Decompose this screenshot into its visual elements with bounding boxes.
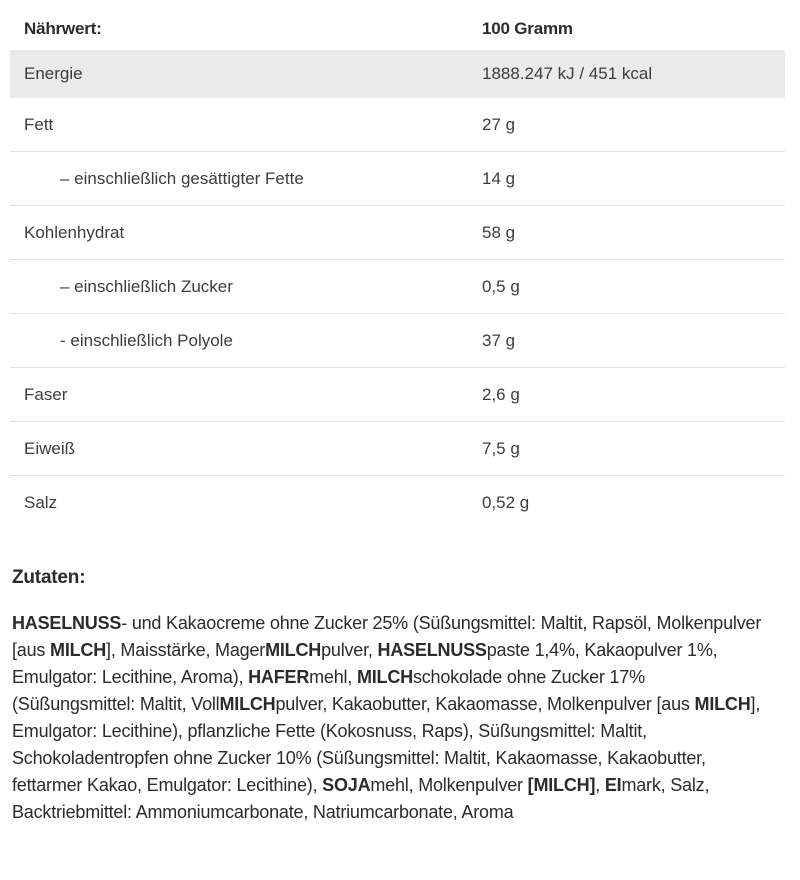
allergen-highlight: HASELNUSS (377, 640, 487, 660)
allergen-highlight: [MILCH] (527, 775, 596, 795)
nutrient-label: Energie (24, 64, 83, 83)
allergen-highlight: MILCH (219, 694, 276, 714)
allergen-highlight: SOJA (322, 775, 371, 795)
nutrient-label: – einschließlich gesättigter Fette (60, 168, 304, 188)
nutrient-value: 7,5 g (482, 438, 520, 458)
nutrition-row (10, 151, 785, 205)
nutrient-value: 0,52 g (482, 492, 530, 512)
allergen-highlight: MILCH (356, 667, 413, 687)
ingredient-text-segment: - und Kakaocreme ohne Zucker 25% (Süßungsmittel: Maltit, Rapsöl, Molkenpulver [aus (12, 613, 762, 660)
nutrition-row (10, 205, 785, 259)
nutrient-value: 14 g (482, 168, 516, 188)
ingredient-text-segment: , (595, 775, 605, 795)
ingredients-text (12, 610, 770, 826)
nutrition-row (10, 421, 785, 475)
nutrition-row (10, 475, 785, 529)
nutrient-value: 37 g (482, 330, 516, 350)
nutrient-label: Salz (24, 492, 58, 512)
nutrient-value: 1888.247 kJ / 451 kcal (482, 64, 653, 83)
ingredient-text-segment: ], Maisstärke, Mager (106, 640, 266, 660)
nutrient-label: Fett (24, 114, 54, 134)
nutrient-value: 2,6 g (482, 384, 520, 404)
nutrition-row (10, 98, 785, 151)
ingredient-text-segment: schokolade ohne Zucker 17% (Süßungsmittel: Maltit, Voll (12, 667, 645, 714)
ingredient-text-segment: pulver, (321, 640, 378, 660)
nutrient-value: 58 g (482, 222, 516, 242)
nutrient-label: Kohlenhydrat (24, 222, 125, 242)
ingredient-text-segment: mehl, Molkenpulver (370, 775, 528, 795)
nutrition-row (10, 313, 785, 367)
allergen-highlight: MILCH (50, 640, 107, 660)
nutrition-amount-column-header: 100 Gramm (482, 19, 573, 38)
nutrition-table (10, 8, 785, 529)
nutrient-label: - einschließlich Polyole (60, 330, 233, 350)
allergen-highlight: HAFER (248, 667, 310, 687)
nutrition-row (10, 367, 785, 421)
allergen-highlight: HASELNUSS (12, 613, 122, 633)
nutrition-label-column-header: Nährwert: (24, 19, 102, 38)
nutrient-value: 0,5 g (482, 276, 520, 296)
allergen-highlight: MILCH (265, 640, 322, 660)
nutrition-row (10, 50, 785, 98)
nutrient-value: 27 g (482, 114, 516, 134)
ingredients-section (12, 567, 772, 826)
nutrient-label: – einschließlich Zucker (60, 276, 233, 296)
nutrition-header-row (10, 8, 785, 50)
nutrition-rows (10, 50, 785, 529)
ingredients-heading: Zutaten: (12, 567, 86, 588)
nutrient-label: Eiweiß (24, 438, 76, 458)
ingredient-text-segment: paste 1,4%, Kakaopulver 1%, Emulgator: Lecithine, Aroma), (12, 640, 718, 687)
allergen-highlight: MILCH (694, 694, 751, 714)
ingredient-text-segment: pulver, Kakaobutter, Kakaomasse, Molkenpulver [aus (275, 694, 695, 714)
ingredient-text-segment: mehl, (309, 667, 357, 687)
nutrient-label: Faser (24, 384, 68, 404)
allergen-highlight: EI (604, 775, 622, 795)
ingredient-text-segment: ], Emulgator: Lecithine), pflanzliche Fette (Kokosnuss, Raps), Süßungsmittel: Maltit, Schokoladentropfen ohne Zucker 10% (Süßungsmittel: Maltit, Kakaomasse, Kakaobutter, fettarmer Kakao, Emulgator: Lecithine), (12, 694, 761, 795)
ingredient-text-segment: mark, Salz, Backtriebmittel: Ammoniumcarbonate, Natriumcarbonate, Aroma (12, 775, 710, 822)
nutrition-row (10, 259, 785, 313)
